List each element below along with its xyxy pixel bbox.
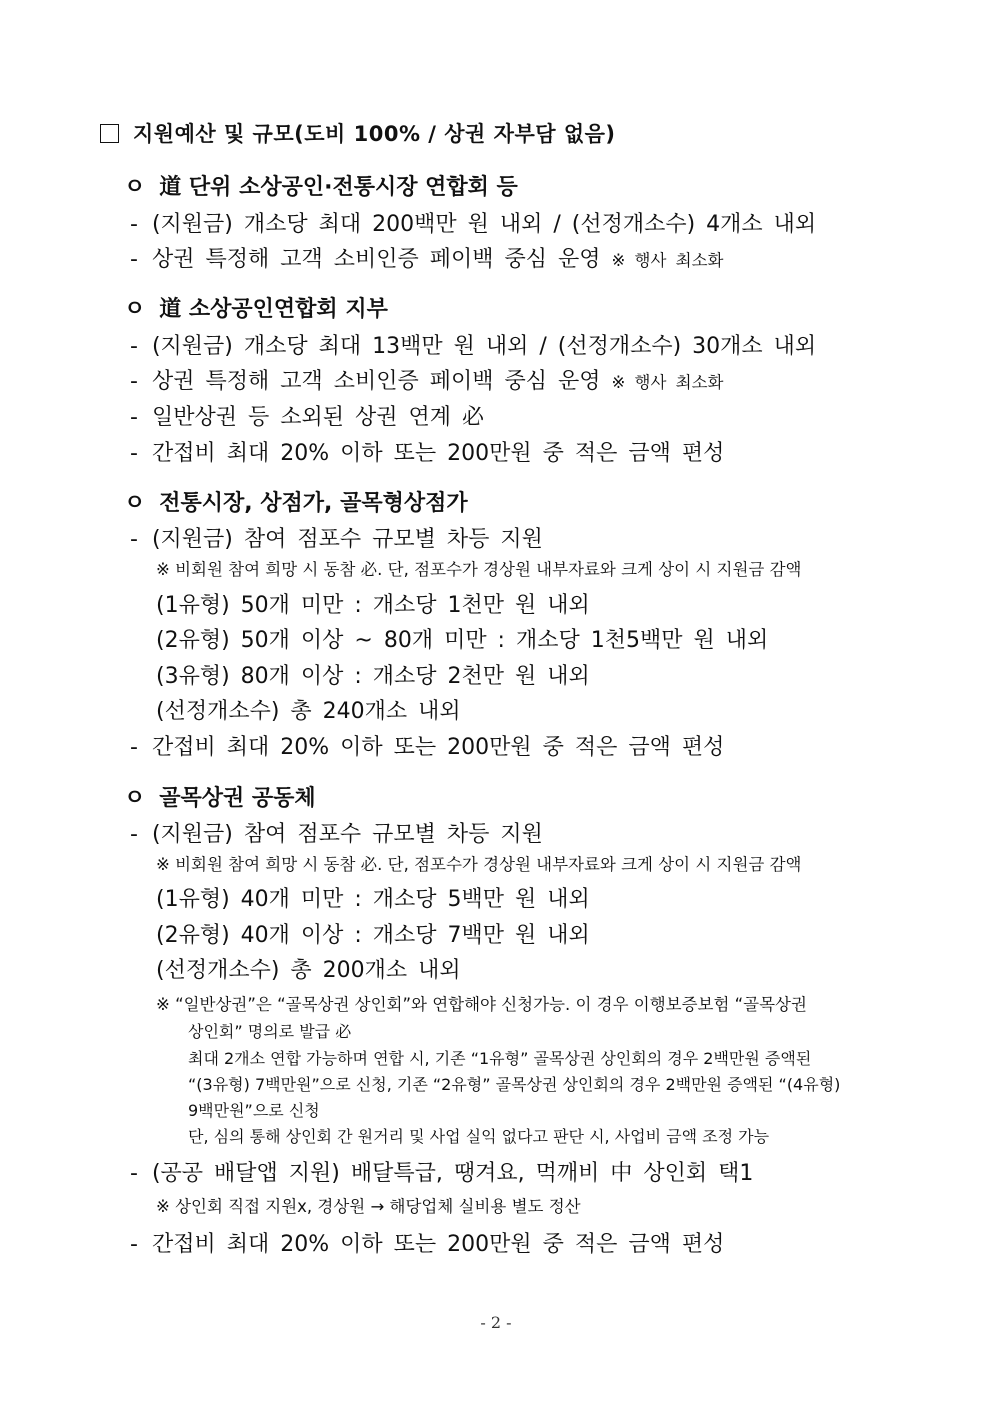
s1-item-1: - (지원금) 개소당 최대 200백만 원 내외 / (선정개소수) 4개소 내외 — [130, 212, 817, 237]
s4-note-1: ※ “일반상권”은 “골목상권 상인회”와 연합해야 신청가능. 이 경우 이행보증보험 “골목상권 — [156, 995, 807, 1014]
s2-item-2: - 상권 특정해 고객 소비인증 페이백 중심 운영 ※ 행사 최소화 — [130, 369, 724, 394]
s4-count: (선정개소수) 총 200개소 내외 — [156, 958, 461, 983]
s3-item-1: - (지원금) 참여 점포수 규모별 차등 지원 — [130, 527, 543, 552]
s3-item-2: - 간접비 최대 20% 이하 또는 200만원 중 적은 금액 편성 — [130, 735, 725, 760]
s4-note: ※ 비회원 참여 희망 시 동참 必. 단, 점포수가 경상원 내부자료와 크게 상이 시 지원금 감액 — [156, 855, 802, 874]
s4-note-4: “(3유형) 7백만원”으로 신청, 기존 “2유형” 골목상권 상인회의 경우 2백만원 증액된 “(4유형) — [188, 1075, 841, 1094]
s4-item-3: - 간접비 최대 20% 이하 또는 200만원 중 적은 금액 편성 — [130, 1232, 725, 1257]
page-number: - 2 - — [480, 1313, 512, 1332]
s2-item-4: - 간접비 최대 20% 이하 또는 200만원 중 적은 금액 편성 — [130, 441, 725, 466]
section-2-title: ㅇ 道 소상공인연합회 지부 — [124, 297, 388, 322]
s4-note-3: 최대 2개소 연합 가능하며 연합 시, 기존 “1유형” 골목상권 상인회의 경우 2백만원 증액된 — [188, 1049, 812, 1068]
heading-title: 지원예산 및 규모(도비 100% / 상권 자부담 없음) — [133, 122, 616, 146]
s2-item-1: - (지원금) 개소당 최대 13백만 원 내외 / (선정개소수) 30개소 내외 — [130, 334, 817, 359]
circle-bullet-icon: ㅇ — [124, 491, 146, 516]
s4-note-5: 9백만원”으로 신청 — [188, 1101, 320, 1120]
s2-item-3: - 일반상권 등 소외된 상권 연계 必 — [130, 405, 484, 430]
section-3-title: ㅇ 전통시장, 상점가, 골목형상점가 — [124, 491, 468, 516]
s3-type-1: (1유형) 50개 미만 : 개소당 1천만 원 내외 — [156, 593, 590, 618]
s4-type-1: (1유형) 40개 미만 : 개소당 5백만 원 내외 — [156, 887, 590, 912]
s3-note: ※ 비회원 참여 희망 시 동참 必. 단, 점포수가 경상원 내부자료와 크게 상이 시 지원금 감액 — [156, 560, 802, 579]
s4-item-2: - (공공 배달앱 지원) 배달특급, 땡겨요, 먹깨비 中 상인회 택1 — [130, 1161, 754, 1186]
s3-type-2: (2유형) 50개 이상 ~ 80개 미만 : 개소당 1천5백만 원 내외 — [156, 628, 769, 653]
section-heading — [100, 118, 616, 148]
s4-item-1: - (지원금) 참여 점포수 규모별 차등 지원 — [130, 822, 543, 847]
s4-item-2-note: ※ 상인회 직접 지원x, 경상원 → 해당업체 실비용 별도 정산 — [156, 1197, 581, 1216]
s4-note-2: 상인회” 명의로 발급 必 — [188, 1022, 352, 1041]
s4-type-2: (2유형) 40개 이상 : 개소당 7백만 원 내외 — [156, 923, 590, 948]
circle-bullet-icon: ㅇ — [124, 786, 146, 811]
checkbox-square-icon — [100, 124, 119, 143]
section-4-title: ㅇ 골목상권 공동체 — [124, 786, 316, 811]
circle-bullet-icon: ㅇ — [124, 175, 146, 200]
s3-count: (선정개소수) 총 240개소 내외 — [156, 699, 461, 724]
circle-bullet-icon: ㅇ — [124, 297, 146, 322]
s1-item-2: - 상권 특정해 고객 소비인증 페이백 중심 운영 ※ 행사 최소화 — [130, 247, 724, 272]
section-1-title: ㅇ 道 단위 소상공인·전통시장 연합회 등 — [124, 175, 518, 200]
s4-note-6: 단, 심의 통해 상인회 간 원거리 및 사업 실익 없다고 판단 시, 사업비 금액 조정 가능 — [188, 1127, 770, 1146]
s3-type-3: (3유형) 80개 이상 : 개소당 2천만 원 내외 — [156, 664, 590, 689]
